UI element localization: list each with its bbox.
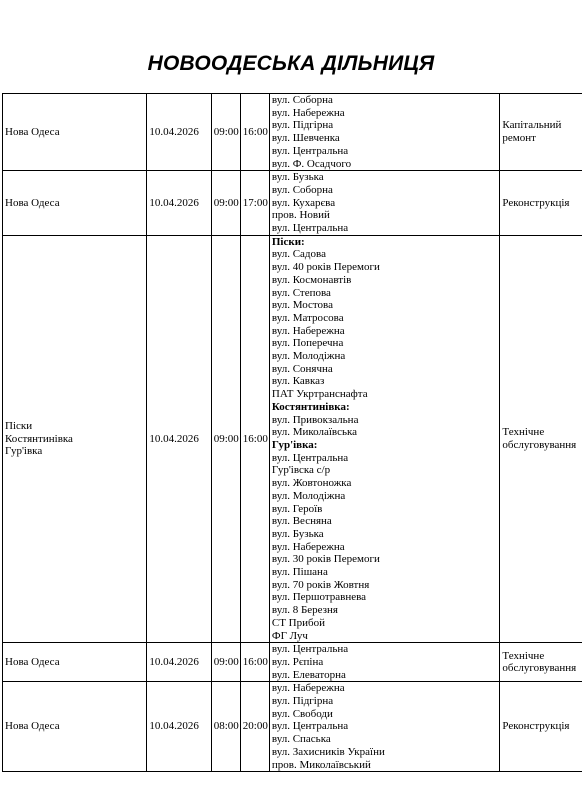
settlement-name: Піски (5, 419, 33, 432)
street-name: вул. Героїв (271, 502, 323, 515)
settlement-cell (3, 94, 147, 171)
table-row (3, 94, 582, 171)
street-name: вул. Весняна (271, 515, 332, 528)
street-name: вул. Привокзальна (271, 413, 359, 426)
streets-cell (269, 94, 500, 171)
street-name: вул. Жовтоножка (271, 477, 352, 490)
settlement-cell (3, 235, 147, 643)
street-name: вул. Набережна (271, 324, 345, 337)
street-name: вул. Елеваторна (271, 668, 346, 681)
settlement-heading: Костянтинівка: (271, 400, 350, 413)
start-time-cell: 09:00 (211, 235, 240, 643)
street-name: вул. Центральна (271, 222, 349, 235)
date-cell: 10.04.2026 (147, 682, 211, 772)
streets-cell (269, 643, 500, 682)
settlement-heading: Піски: (271, 235, 305, 248)
end-time-cell: 17:00 (240, 171, 269, 236)
street-name: вул. Соборна (271, 183, 333, 196)
start-time-cell: 08:00 (211, 682, 240, 772)
street-name: вул. Набережна (271, 540, 345, 553)
settlement-name: Нова Одеса (5, 196, 60, 209)
street-name: вул. Космонавтів (271, 273, 352, 286)
street-name: вул. Кухарєва (271, 196, 336, 209)
end-time-cell: 16:00 (240, 643, 269, 682)
settlement-name: Нова Одеса (5, 125, 60, 138)
settlement-cell (3, 643, 147, 682)
streets-cell (269, 171, 500, 236)
start-time-cell: 09:00 (211, 643, 240, 682)
street-name: вул. Матросова (271, 311, 344, 324)
street-name: вул. Степова (271, 286, 331, 299)
date-cell: 10.04.2026 (147, 643, 211, 682)
street-name: вул. Підгірна (271, 119, 334, 132)
settlement-name: Костянтинівка (5, 432, 73, 445)
street-name: вул. Мостова (271, 299, 333, 312)
work-type-cell: Реконструкція (500, 682, 582, 772)
street-name: вул. 8 Березня (271, 604, 338, 617)
table-row (3, 235, 582, 643)
street-name: вул. Ф. Осадчого (271, 157, 352, 170)
work-type-cell: Технічне обслуговування (500, 643, 582, 682)
date-cell: 10.04.2026 (147, 94, 211, 171)
street-name: вул. Центральна (271, 451, 349, 464)
street-name: вул. Поперечна (271, 337, 344, 350)
street-name: вул. 40 років Перемоги (271, 261, 380, 274)
street-name: вул. Соборна (271, 94, 333, 106)
work-type-cell: Реконструкція (500, 171, 582, 236)
street-name: вул. Підгірна (271, 695, 334, 708)
street-name: СТ Прибой (271, 616, 325, 629)
table-row (3, 682, 582, 772)
street-name: вул. Садова (271, 248, 326, 261)
street-name: вул. Рєпіна (271, 655, 324, 668)
street-name: ФГ Луч (271, 629, 308, 642)
street-name: вул. Центральна (271, 720, 349, 733)
street-name: вул. Спаська (271, 733, 331, 746)
street-name: вул. Бузька (271, 171, 324, 184)
street-name: вул. Центральна (271, 643, 349, 656)
settlement-name: Гур'івка (5, 445, 43, 458)
page-title: НОВООДЕСЬКА ДІЛЬНИЦЯ (147, 52, 435, 75)
settlement-name: Нова Одеса (5, 720, 60, 733)
outage-schedule-table (2, 93, 582, 772)
settlement-name: Нова Одеса (5, 655, 60, 668)
street-name: вул. Кавказ (271, 375, 325, 388)
end-time-cell: 16:00 (240, 94, 269, 171)
table-row (3, 171, 582, 236)
table-row (3, 643, 582, 682)
street-name: пров. Новий (271, 209, 330, 222)
street-name: вул. Набережна (271, 106, 345, 119)
settlement-cell (3, 171, 147, 236)
table-body (3, 94, 582, 772)
streets-cell (269, 235, 500, 643)
street-name: вул. Молодіжна (271, 350, 346, 363)
street-name: вул. Бузька (271, 527, 324, 540)
date-cell: 10.04.2026 (147, 235, 211, 643)
street-name: вул. Свободи (271, 707, 333, 720)
end-time-cell: 20:00 (240, 682, 269, 772)
start-time-cell: 09:00 (211, 94, 240, 171)
work-type-cell: Технічне обслуговування (500, 235, 582, 643)
street-name: вул. Центральна (271, 144, 349, 157)
street-name: вул. 70 років Жовтня (271, 578, 370, 591)
street-name: вул. Шевченка (271, 132, 340, 145)
street-name: вул. 30 років Перемоги (271, 553, 380, 566)
street-name: вул. Сонячна (271, 362, 333, 375)
street-name: пров. Миколаївський (271, 758, 371, 771)
settlement-cell (3, 682, 147, 772)
street-name: вул. Молодіжна (271, 489, 346, 502)
start-time-cell: 09:00 (211, 171, 240, 236)
work-type-cell: Капітальний ремонт (500, 94, 582, 171)
street-name: вул. Пішана (271, 566, 328, 579)
street-name: вул. Набережна (271, 682, 345, 695)
end-time-cell: 16:00 (240, 235, 269, 643)
street-name: вул. Першотравнева (271, 591, 367, 604)
street-name: Гур'івска с/р (271, 464, 331, 477)
street-name: ПАТ Укртранснафта (271, 388, 368, 401)
date-cell: 10.04.2026 (147, 171, 211, 236)
street-name: вул. Миколаївська (271, 426, 358, 439)
streets-cell (269, 682, 500, 772)
street-name: вул. Захисників України (271, 745, 385, 758)
settlement-heading: Гур'івка: (271, 438, 318, 451)
